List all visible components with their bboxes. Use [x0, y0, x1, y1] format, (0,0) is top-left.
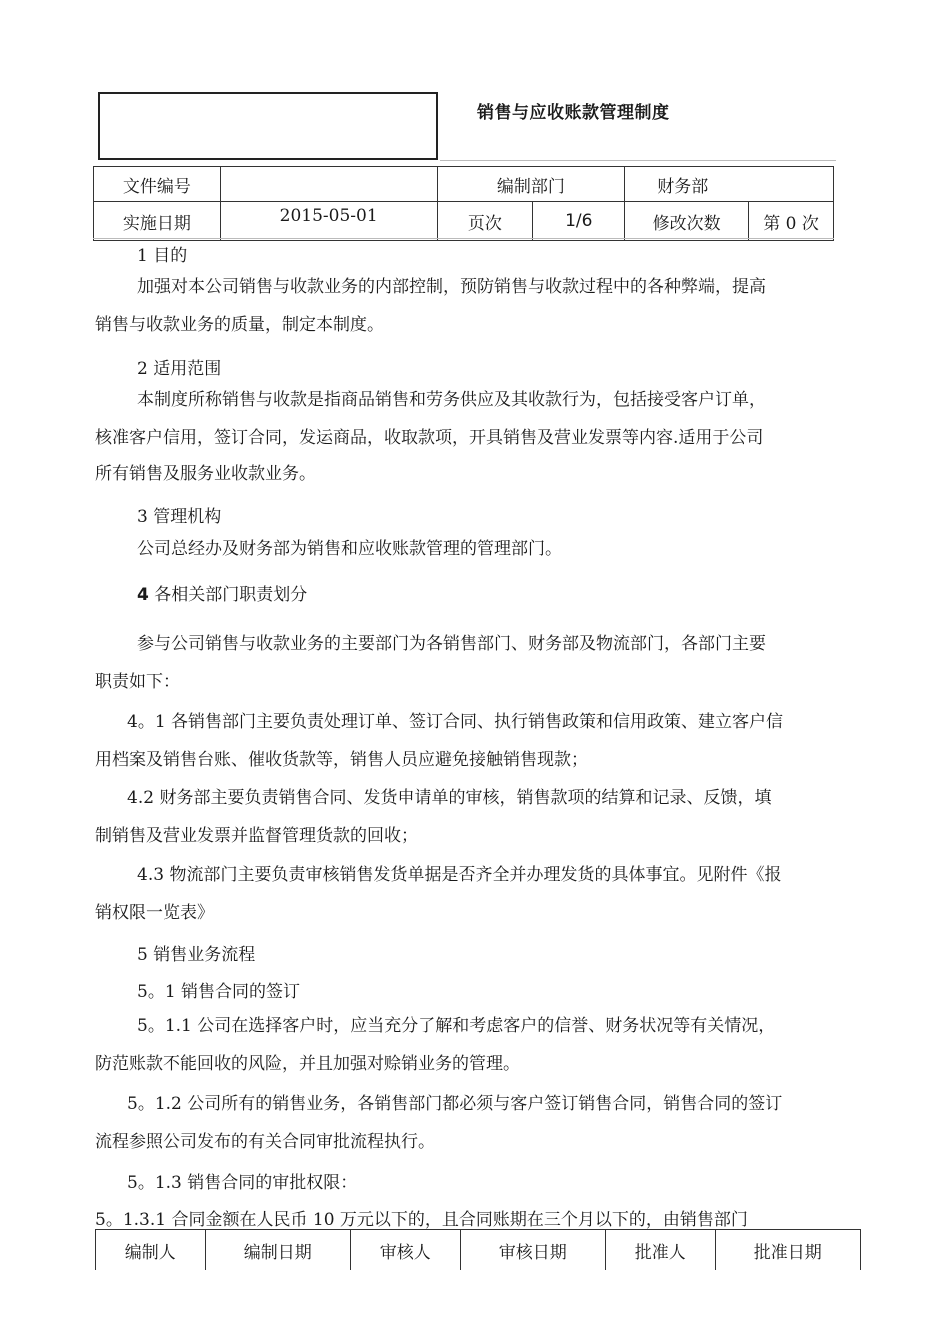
section-4-2-line-2: 制销售及营业发票并监督管理货款的回收；	[95, 826, 418, 846]
header-row-1	[94, 167, 834, 202]
document-title: 销售与应收账款管理制度	[477, 103, 670, 123]
section-2-line-3: 所有销售及服务业收款业务。	[95, 464, 316, 484]
footer-approver: 批准人	[605, 1230, 715, 1271]
section-4-heading-number: 4	[137, 585, 149, 605]
section-5-1-1-line-1: 5。1.1 公司在选择客户时，应当充分了解和考虑客户的信誉、财务状况等有关情况，	[137, 1016, 776, 1036]
section-5-1-heading: 5。1 销售合同的签订	[137, 982, 301, 1002]
date-value: 2015-05-01	[220, 202, 437, 241]
dept-value: 财务部	[625, 167, 834, 202]
header-row-2	[94, 202, 834, 241]
section-4-1-line-1: 4。1 各销售部门主要负责处理订单、签订合同、执行销售政策和信用政策、建立客户信	[127, 712, 784, 732]
header-table	[93, 166, 834, 241]
footer-reviewer: 审核人	[350, 1230, 460, 1271]
page-label: 页次	[437, 202, 533, 241]
section-4-heading-text: 各相关部门职责划分	[148, 585, 308, 605]
section-5-1-3-heading: 5。1.3 销售合同的审批权限：	[127, 1173, 358, 1193]
dept-label: 编制部门	[437, 167, 625, 202]
date-label: 实施日期	[94, 202, 221, 241]
section-4-3-line-2: 销权限一览表》	[95, 903, 214, 923]
section-2-heading: 2 适用范围	[137, 359, 222, 379]
section-1-line-2: 销售与收款业务的质量，制定本制度。	[95, 315, 384, 335]
section-5-1-3-1-line-1: 5。1.3.1 合同金额在人民币 10 万元以下的，且合同账期在三个月以下的，由销售部门	[95, 1210, 748, 1230]
footer-approval-table	[95, 1229, 861, 1270]
section-4-1-line-2: 用档案及销售台账、催收货款等，销售人员应避免接触销售现款；	[95, 750, 588, 770]
section-1-heading: 1 目的	[137, 246, 188, 266]
doc-no-label: 文件编号	[94, 167, 221, 202]
section-3-paragraph: 公司总经办及财务部为销售和应收账款管理的管理部门。	[137, 539, 562, 559]
section-2-line-1: 本制度所称销售与收款是指商品销售和劳务供应及其收款行为，包括接受客户订单，	[137, 390, 766, 410]
logo-box	[98, 92, 438, 160]
section-2-line-2: 核准客户信用，签订合同，发运商品，收取款项，开具销售及营业发票等内容.适用于公司	[95, 428, 764, 448]
doc-no-value	[220, 167, 437, 202]
section-5-heading: 5 销售业务流程	[137, 945, 256, 965]
header-underline	[93, 238, 834, 239]
footer-compile-date: 编制日期	[205, 1230, 350, 1271]
section-5-1-1-line-2: 防范账款不能回收的风险，并且加强对赊销业务的管理。	[95, 1054, 520, 1074]
section-1-line-1: 加强对本公司销售与收款业务的内部控制，预防销售与收款过程中的各种弊端，提高	[137, 277, 766, 297]
revision-label: 修改次数	[625, 202, 749, 241]
footer-review-date: 审核日期	[460, 1230, 605, 1271]
footer-approve-date: 批准日期	[715, 1230, 860, 1271]
section-4-line-2: 职责如下：	[95, 672, 180, 692]
section-4-heading	[137, 580, 307, 605]
section-3-heading: 3 管理机构	[137, 507, 222, 527]
revision-value: 第 0 次	[749, 202, 834, 241]
footer-row	[96, 1230, 861, 1271]
section-4-3-line-1: 4.3 物流部门主要负责审核销售发货单据是否齐全并办理发货的具体事宜。见附件《报	[137, 865, 782, 885]
footer-compiler: 编制人	[96, 1230, 206, 1271]
section-5-1-2-line-2: 流程参照公司发布的有关合同审批流程执行。	[95, 1132, 435, 1152]
page-value: 1/6	[533, 202, 625, 241]
section-4-2-line-1: 4.2 财务部主要负责销售合同、发货申请单的审核，销售款项的结算和记录、反馈，填	[127, 788, 772, 808]
section-4-line-1: 参与公司销售与收款业务的主要部门为各销售部门、财务部及物流部门，各部门主要	[137, 634, 766, 654]
section-5-1-2-line-1: 5。1.2 公司所有的销售业务，各销售部门都必须与客户签订销售合同，销售合同的签订	[127, 1094, 783, 1114]
title-divider	[440, 160, 836, 161]
